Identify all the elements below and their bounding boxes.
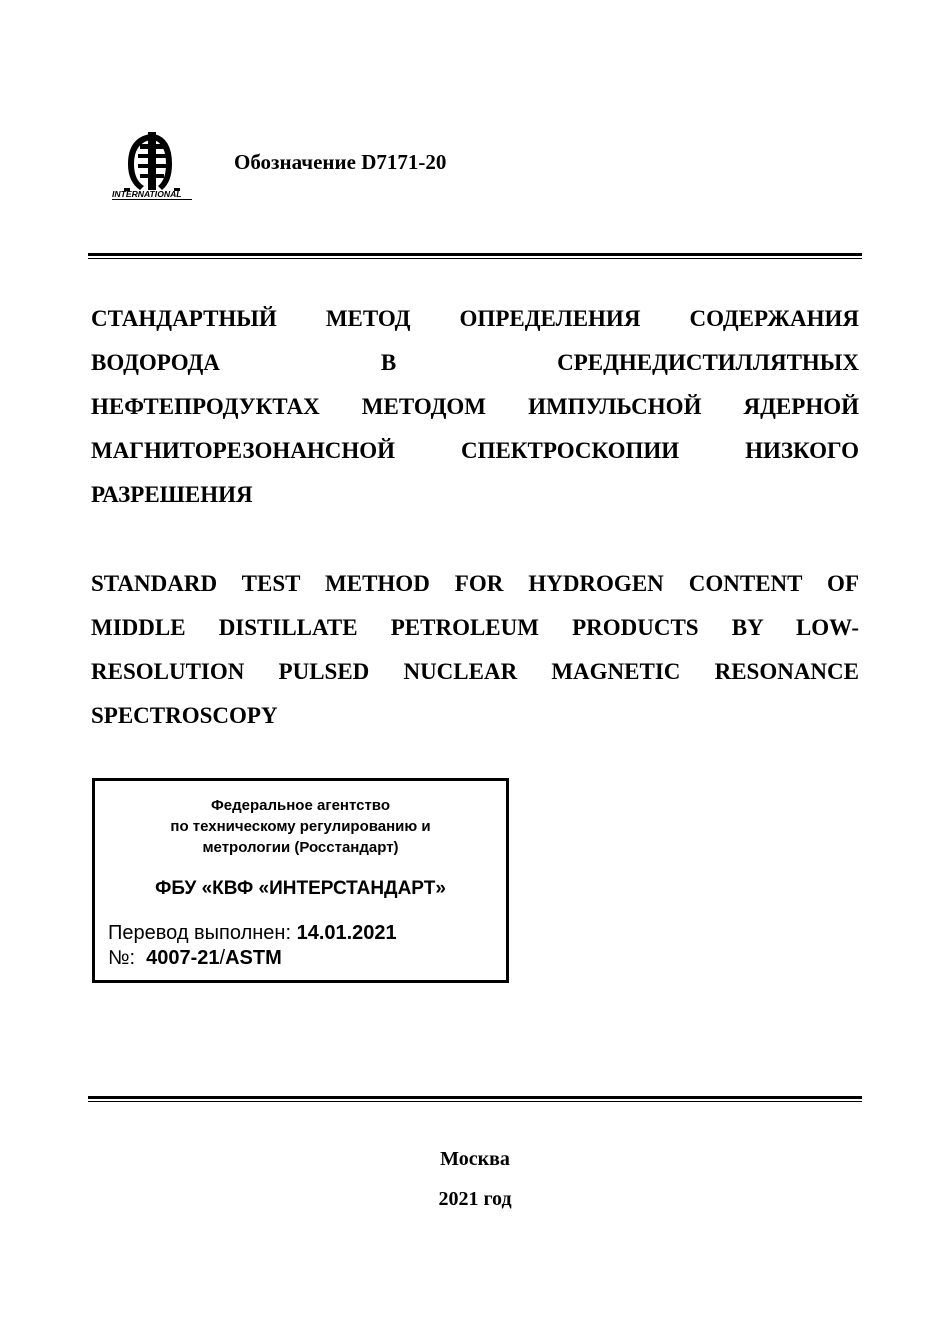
stamp-agency-line-3: метрологии (Росстандарт) xyxy=(202,839,399,856)
stamp-number-separator: / xyxy=(219,947,226,969)
title-ru-line-4: МАГНИТОРЕЗОНАНСНОЙ СПЕКТРОСКОПИИ НИЗКОГО xyxy=(91,438,859,463)
title-english xyxy=(91,562,859,738)
title-en-line-2: MIDDLE DISTILLATE PETROLEUM PRODUCTS BY LOW- xyxy=(91,615,859,640)
stamp-number-label: №: xyxy=(108,947,136,969)
title-russian xyxy=(91,297,859,517)
title-en-line-4: SPECTROSCOPY xyxy=(91,703,278,728)
footer-year: 2021 год xyxy=(438,1188,512,1210)
bottom-divider xyxy=(88,1096,862,1102)
astm-international-logo xyxy=(110,124,198,202)
title-en-line-1: STANDARD TEST METHOD FOR HYDROGEN CONTENT OF xyxy=(91,571,859,596)
stamp-agency-line-1: Федеральное агентство xyxy=(210,797,390,814)
document-designation: Обозначение D7171-20 xyxy=(234,150,447,174)
translation-stamp xyxy=(92,778,509,983)
title-ru-line-3: НЕФТЕПРОДУКТАХ МЕТОДОМ ИМПУЛЬСНОЙ ЯДЕРНОЙ xyxy=(91,394,859,419)
footer-city: Москва xyxy=(440,1148,510,1170)
top-divider xyxy=(88,253,862,259)
title-ru-line-1: СТАНДАРТНЫЙ МЕТОД ОПРЕДЕЛЕНИЯ СОДЕРЖАНИЯ xyxy=(91,306,859,331)
logo-subtext: INTERNATIONAL xyxy=(112,189,182,199)
title-ru-line-2: ВОДОРОДА В СРЕДНЕДИСТИЛЛЯТНЫХ xyxy=(91,350,859,375)
stamp-organization: ФБУ «КВФ «ИНТЕРСТАНДАРТ» xyxy=(155,878,446,899)
stamp-number-row xyxy=(108,946,282,971)
stamp-number-value: 4007-21 xyxy=(146,947,220,969)
stamp-number-suffix: ASTM xyxy=(225,947,282,969)
title-ru-line-5: РАЗРЕШЕНИЯ xyxy=(91,482,253,507)
stamp-agency-line-2: по техническому регулированию и xyxy=(170,818,431,835)
stamp-agency xyxy=(95,795,506,858)
title-en-line-3: RESOLUTION PULSED NUCLEAR MAGNETIC RESONANCE xyxy=(91,659,859,684)
stamp-translation-date-row xyxy=(108,921,397,946)
stamp-translated-label: Перевод выполнен: xyxy=(108,922,292,944)
stamp-translated-date: 14.01.2021 xyxy=(296,922,397,944)
